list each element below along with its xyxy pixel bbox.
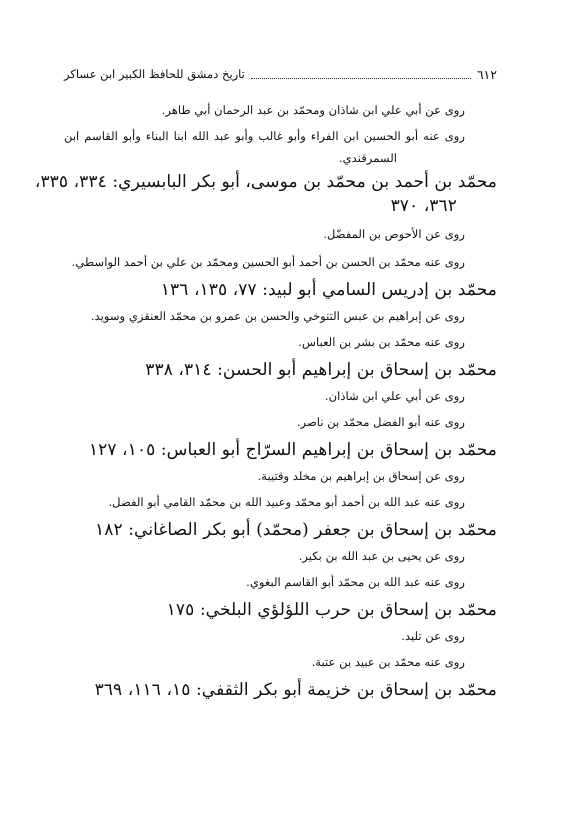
narration-line: روى عن الأحوص بن المفضّل.: [323, 227, 465, 241]
index-entry: محمّد بن أحمد بن محمّد بن موسى، أبو بكر البابسيري: ٣٣٤، ٣٣٥،: [34, 172, 497, 192]
index-entry-continued: ٣٦٢، ٣٧٠: [390, 196, 457, 216]
narration-line: روى عن أبي علي ابن شاذان ومحمّد بن عبد الرحمان أبي طاهر.: [161, 103, 465, 117]
narration-line: روى عن تليد.: [401, 629, 465, 643]
running-header: [64, 64, 497, 84]
index-entry: محمّد بن إسحاق بن خزيمة أبو بكر الثقفي: ١٥، ١١٦، ٣٦٩: [94, 680, 497, 700]
index-entry: محمّد بن إسحاق بن إبراهيم أبو الحسن: ٣١٤، ٣٣٨: [145, 360, 497, 380]
dotted-leader: [251, 70, 471, 79]
narration-line: روى عنه محمّد بن بشر بن العباس.: [298, 335, 465, 349]
narration-line: روى عنه أبو الحسين ابن الفراء وأبو غالب وأبو عبد الله ابنا البناء وأبو القاسم ابن: [64, 129, 465, 143]
narration-line: روى عن إبراهيم بن عبس التنوخي والحسن بن عمرو بن محمّد العنقزي وسويد.: [90, 309, 465, 323]
page-number: ٦١٢: [476, 66, 497, 82]
narration-line: روى عن يحيى بن عبد الله بن بكير.: [298, 549, 465, 563]
book-title: تاريخ دمشق للحافظ الكبير ابن عساكر: [64, 67, 245, 81]
index-entry: محمّد بن إسحاق بن حرب اللؤلؤي البلخي: ١٧٥: [166, 600, 497, 620]
narration-line: روى عن إسحاق بن إبراهيم بن مخلد وقتيبة.: [257, 469, 465, 483]
narration-line-continued: السمرقندي.: [338, 151, 397, 165]
index-content: [34, 96, 497, 702]
narration-line: روى عنه عبد الله بن أحمد أبو محمّد وعبيد الله بن محمّد القامي أبو الفضل.: [108, 495, 465, 509]
narration-line: روى عنه عبد الله بن محمّد أبو القاسم البغوي.: [246, 575, 465, 589]
index-entry: محمّد بن إدريس السامي أبو لبيد: ٧٧، ١٣٥، ١٣٦: [160, 280, 497, 300]
index-entry: محمّد بن إسحاق بن إبراهيم السرّاج أبو العباس: ١٠٥، ١٢٧: [88, 440, 497, 460]
narration-line: روى عنه أبو الفضل محمّد بن ناصر.: [296, 415, 465, 429]
narration-line: روى عنه محمّد بن الحسن بن أحمد أبو الحسين ومحمّد بن علي بن أحمد الواسطي.: [71, 255, 465, 269]
narration-line: روى عنه محمّد بن عبيد بن عتبة.: [311, 655, 465, 669]
index-entry: محمّد بن إسحاق بن جعفر (محمّد) أبو بكر الصاغاني: ١٨٢: [95, 520, 497, 540]
narration-line: روى عن أبي علي ابن شاذان.: [324, 389, 465, 403]
